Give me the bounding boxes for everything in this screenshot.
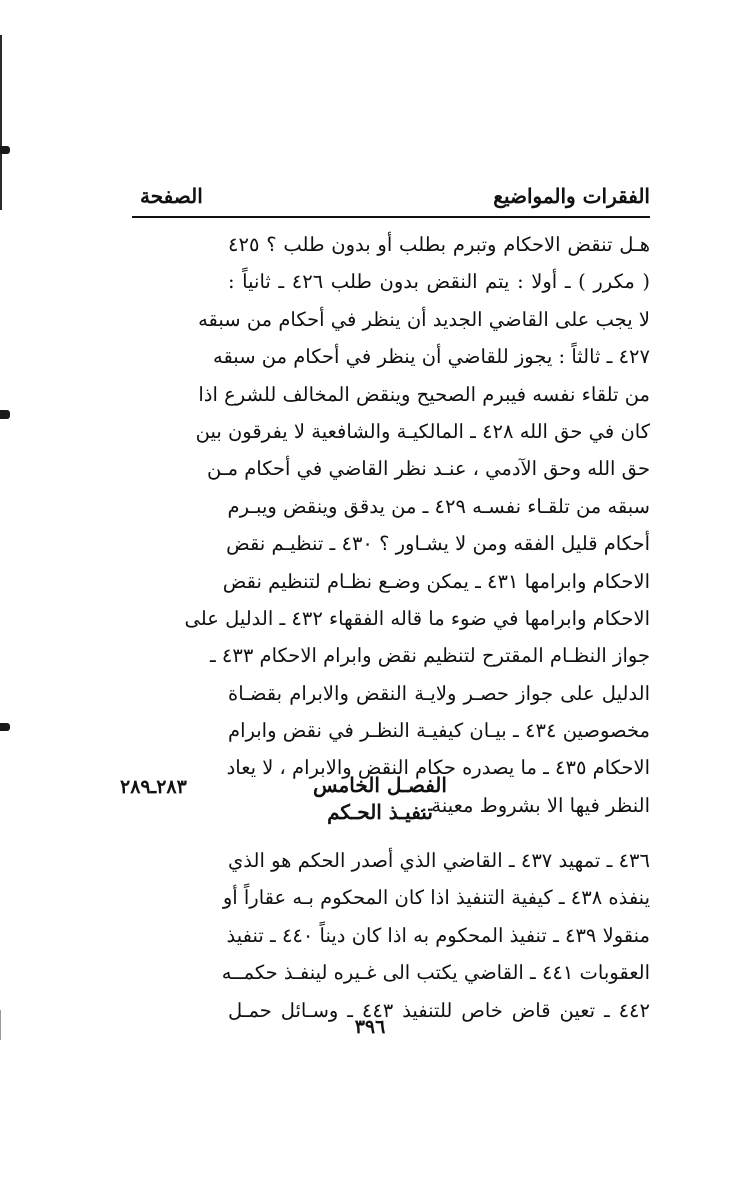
page-number: ٣٩٦ xyxy=(354,1016,386,1038)
text-line: لا يجب على القاضي الجديد أن ينظر في أحكام من سبقه xyxy=(198,307,650,331)
text-line: ( مكرر ) ـ أولا : يتم النقض بدون طلب ٤٢٦ ـ ثانياً : xyxy=(228,270,651,294)
header-rule xyxy=(132,216,650,218)
text-line: ينفذه ٤٣٨ ـ كيفية التنفيذ اذا كان المحكوم بـه عقاراً أو xyxy=(222,886,650,910)
text-line: هـل تنقض الاحكام وتبرم بطلب أو بدون طلب ؟ ٤٢٥ xyxy=(228,233,650,256)
text-line: من تلقاء نفسه فيبرم الصحيح وينقض المخالف للشرع اذا xyxy=(198,382,650,406)
chapter-page-range: ٢٨٣ـ٢٨٩ xyxy=(120,776,187,798)
text-line: الاحكام ٤٣٥ ـ ما يصدره حكام النقض والابرام ، لا يعاد xyxy=(226,756,650,780)
scan-edge-mark xyxy=(0,146,10,154)
text-line: ٤٢٧ ـ ثالثاً : يجوز للقاضي أن ينظر في أحكام من سبقه xyxy=(212,345,650,369)
chapter-subtitle: تنفيـذ الحـكم xyxy=(327,800,433,824)
text-line: الدليل على جواز حصـر ولايـة النقض والابرام بقضـاة xyxy=(228,681,650,705)
scan-edge-line xyxy=(0,35,2,210)
chapter-title: الفصـل الخامس xyxy=(313,773,447,797)
body-paragraph xyxy=(184,226,651,824)
text-line: ٤٤٢ ـ تعين قاض خاص للتنفيذ ٤٤٣ ـ وسـائل حمـل xyxy=(228,998,650,1022)
text-line: أحكام قليل الفقه ومن لا يشـاور ؟ ٤٣٠ ـ تنظيـم نقض xyxy=(226,532,650,556)
text-line: جواز النظـام المقترح لتنظيم نقض وابرام الاحكام ٤٣٣ ـ xyxy=(209,644,650,668)
text-line: النظر فيها الا بشروط معينة . xyxy=(419,793,650,817)
text-line: العقوبات ٤٤١ ـ القاضي يكتب الى غـيره لينفـذ حكمــه xyxy=(221,961,650,985)
chapter-paragraph xyxy=(221,842,650,1029)
scan-edge-faint xyxy=(0,1010,1,1040)
text-line: منقولا ٤٣٩ ـ تنفيذ المحكوم به اذا كان ديناً ٤٤٠ ـ تنفيذ xyxy=(226,923,650,947)
chapter-heading xyxy=(300,772,460,826)
text-line: الاحكام وابرامها في ضوء ما قاله الفقهاء ٤٣٢ ـ الدليل على xyxy=(184,606,650,630)
topics-heading: الفقرات والمواضيع xyxy=(493,184,650,208)
text-line: حق الله وحق الآدمي ، عنـد نظر القاضي في أحكام مـن xyxy=(207,457,650,481)
scan-edge-mark xyxy=(0,723,10,731)
page-column-heading: الصفحة xyxy=(140,184,203,208)
text-line: سبقه من تلقـاء نفسـه ٤٢٩ ـ من يدقق وينقض ويبـرم xyxy=(227,494,650,518)
text-line: كان في حق الله ٤٢٨ ـ المالكيـة والشافعية لا يفرقون بين xyxy=(195,419,650,443)
scan-edge-mark xyxy=(0,410,10,419)
text-line: مخصوصين ٤٣٤ ـ بيـان كيفيـة النظـر في نقض وابرام xyxy=(228,719,650,743)
running-header xyxy=(130,184,650,220)
text-line: ٤٣٦ ـ تمهيد ٤٣٧ ـ القاضي الذي أصدر الحكم هو الذي xyxy=(228,849,650,872)
text-line: الاحكام وابرامها ٤٣١ ـ يمكن وضـع نظـام لتنظيم نقض xyxy=(222,569,650,593)
